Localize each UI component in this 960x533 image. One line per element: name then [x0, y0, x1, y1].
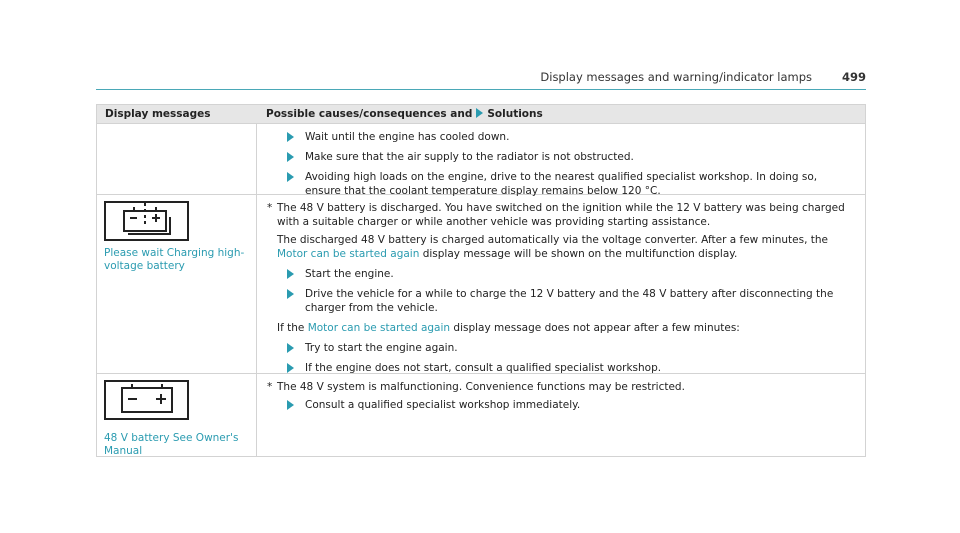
solution-step: Start the engine.: [287, 267, 855, 281]
message-ref: Motor can be started again: [277, 248, 420, 260]
display-message-cell: [97, 124, 257, 194]
header-rule: [96, 89, 866, 90]
arrow-icon: [287, 363, 294, 373]
arrow-icon: [476, 108, 483, 118]
page-header: [96, 70, 866, 84]
cause-item: * The 48 V system is malfunctioning. Convenience functions may be restricted.: [267, 381, 685, 393]
causes-cell: [257, 124, 865, 197]
display-message-cell: [97, 374, 257, 456]
charging-battery-icon: [104, 201, 189, 241]
arrow-icon: [287, 172, 294, 182]
col-header-causes: [257, 105, 865, 123]
table-row: [97, 373, 865, 456]
table-row: [97, 194, 865, 373]
display-message-label: 48 V battery See Owner's Manual: [104, 432, 239, 457]
solution-step: Try to start the engine again.: [287, 341, 855, 355]
solution-step: Make sure that the air supply to the radiator is not obstructed.: [287, 150, 855, 164]
col-header-causes-label: Possible causes/consequences and: [266, 108, 473, 120]
causes-cell: [257, 374, 865, 456]
section-title: Display messages and warning/indicator lamps: [540, 70, 812, 84]
solution-step: Consult a qualified specialist workshop immediately.: [287, 398, 855, 412]
table-row: [97, 123, 865, 197]
col-header-display-messages: Display messages: [105, 108, 211, 120]
display-message-label: Please wait Charging high-voltage battery: [104, 247, 245, 272]
cause-paragraph: The discharged 48 V battery is charged automatically via the voltage converter. After a few minutes, the Motor can be started again display message will be shown on the multifunction display.: [277, 234, 828, 260]
col-header-solutions-label: Solutions: [487, 108, 543, 120]
messages-table: [96, 104, 866, 457]
solution-step: Avoiding high loads on the engine, drive to the nearest qualified specialist workshop. In doing so, ensure that the coolant temperature display remains below 120 °C.: [287, 170, 855, 198]
solution-step: If the engine does not start, consult a qualified specialist workshop.: [287, 361, 855, 375]
display-message-cell: [97, 195, 257, 373]
solution-step: Wait until the engine has cooled down.: [287, 130, 855, 144]
cause-paragraph: If the Motor can be started again display message does not appear after a few minutes:: [277, 322, 740, 334]
arrow-icon: [287, 289, 294, 299]
arrow-icon: [287, 269, 294, 279]
causes-cell: [257, 195, 865, 373]
solution-step: Drive the vehicle for a while to charge the 12 V battery and the 48 V battery after disconnecting the charger from the vehicle.: [287, 287, 855, 315]
arrow-icon: [287, 400, 294, 410]
message-ref: Motor can be started again: [307, 322, 451, 334]
arrow-icon: [287, 343, 294, 353]
battery-icon: [104, 380, 189, 420]
page-number: 499: [841, 70, 866, 84]
table-header: [97, 105, 865, 123]
arrow-icon: [287, 132, 294, 142]
cause-item: * The 48 V battery is discharged. You have switched on the ignition while the 12 V battery was being charged with a suitable charger or while another vehicle was providing starting assistance.: [267, 202, 845, 228]
arrow-icon: [287, 152, 294, 162]
